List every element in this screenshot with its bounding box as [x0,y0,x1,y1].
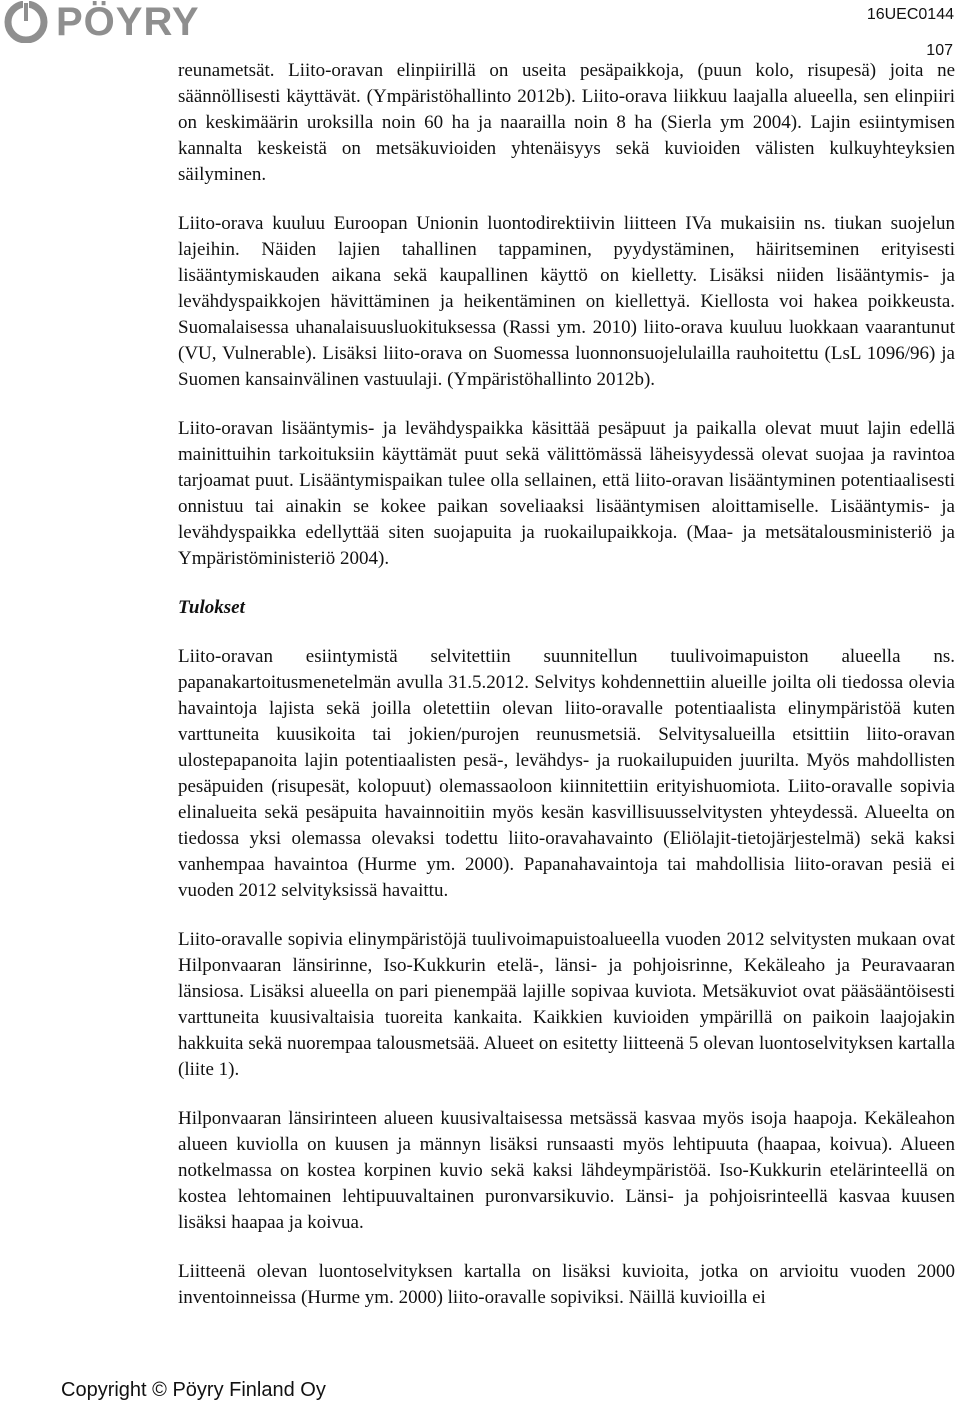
paragraph-breeding-sites-text: Liito-oravan lisääntymis- ja levähdyspaikka käsittää pesäpuut ja paikalla olevat muut lajin edellä mainittuihin tarkoituksiin käyttämät puut sekä välittömässä läheisyydessä olevat suojaa ja ravintoa tarjoamat puut. Lisääntymispaikan tulee olla sellainen, että liito-oravan lisääntyminen potentiaalisesti onnistuu tai ainakin se kokee paikan soveliaaksi lisääntymisen aloittamiselle. Lisääntymis- ja levähdyspaikka edellyttää siten suojapuita ja ruokailupaikkoja. (Maa- ja metsätalousministeriö ja Ympäristöministeriö 2004). [178,418,955,569]
logo-wordmark: PÖYRY [56,0,200,44]
paragraph-forest-description-text: Hilponvaaran länsirinteen alueen kuusivaltaisessa metsässä kasvaa myös isoja haapoja. Kekäleahon alueen kuviolla on kuusen ja männyn lisäksi runsaasti myös lehtipuuta (haapaa, koivua). Alueen notkelmassa on kostea korpinen kuvio sekä kaksi lähdeympäristöä. Iso-Kukkurin etelärinteellä on kostea lehtomainen lehtipuuvaltainen puronvarsikuvio. Länsi- ja pohjoisrinteellä kasvaa kuusen lisäksi haapaa ja koivua. [178,1108,955,1233]
paragraph-habitat-range-text: reunametsät. Liito-oravan elinpiirillä on useita pesäpaikkoja, (puun kolo, risupesä) joita ne säännöllisesti käyttävät. (Ympäristöhallinto 2012b). Liito-orava liikkuu laajalla alueella, sen elinpiiri on keskimäärin uroksilla noin 60 ha ja naarailla noin 8 ha (Sierla ym 2004). Lajin esiintymisen kannalta keskeistä on metsäkuvioiden yhtenäisyys sekä kuvioiden välisten kulkuyhteyksien säilyminen. [178,60,955,185]
paragraph-suitable-habitats [178,927,955,1083]
company-logo [2,1,242,43]
paragraph-additional-patches [178,1259,955,1311]
paragraph-suitable-habitats-text: Liito-oravalle sopivia elinympäristöjä tuulivoimapuistoalueella vuoden 2012 selvitysten mukaan ovat Hilponvaaran länsirinne, Iso-Kukkurin etelä-, länsi- ja pohjoisrinne, Kekäleaho ja Peuravaaran länsiosa. Lisäksi alueella on pari pienempää lajille sopivaa kuviota. Metsäkuviot ovat pääsääntöisesti varttuneita kuusivaltaisia tuoreita kankaita. Kaikkien kuvioiden ympärillä on paikoin laajojakin hakkuita sekä nuorempaa talousmetsää. Alueet on esitetty liitteenä 5 olevan luontoselvityksen kartalla (liite 1). [178,929,955,1080]
paragraph-habitat-range [178,58,955,188]
section-heading-results: Tulokset [178,597,245,618]
poyry-logo-icon [2,1,50,43]
paragraph-breeding-sites [178,416,955,572]
paragraph-protection-status [178,211,955,393]
page-number: 107 [926,42,953,59]
document-code: 16UEC0144 [866,6,954,23]
page-body [178,58,955,1311]
paragraph-additional-patches-text: Liitteenä olevan luontoselvityksen kartalla on lisäksi kuvioita, jotka on arvioitu vuoden 2000 inventoinneissa (Hurme ym. 2000) liito-oravalle sopiviksi. Näillä kuvioilla ei [178,1261,955,1308]
paragraph-forest-description [178,1106,955,1236]
copyright-footer: Copyright © Pöyry Finland Oy [61,1379,326,1401]
paragraph-protection-status-text: Liito-orava kuuluu Euroopan Unionin luontodirektiivin liitteen IVa mukaisiin ns. tiukan suojelun lajeihin. Näiden lajien tahallinen tappaminen, pyydystäminen, häiritseminen erityisesti lisääntymiskauden aikana sekä kaupallinen käyttö on kielletty. Lisäksi niiden lisääntymis- ja levähdyspaikkojen hävittäminen ja heikentäminen on kiellettyä. Kiellosta voi hakea poikkeusta. Suomalaisessa uhanalaisuusluokituksessa (Rassi ym. 2010) liito-orava kuuluu luokkaan vaarantunut (VU, Vulnerable). Lisäksi liito-orava on Suomessa luonnonsuojelulailla rauhoitettu (LsL 1096/96) ja Suomen kansainvälinen vastuulaji. (Ympäristöhallinto 2012b). [178,213,955,390]
paragraph-survey-method [178,644,955,904]
paragraph-survey-method-text: Liito-oravan esiintymistä selvitettiin suunnitellun tuulivoimapuiston alueella ns. papanakartoitusmenetelmän avulla 31.5.2012. Selvitys kohdennettiin alueille joilta oli tiedossa olevia havaintoja lajista sekä joilla oletettiin olevan liito-oravalle potentiaalista elinympäristöä kuten varttuneita kuusikoita tai jokien/purojen reunusmetsiä. Selvitysalueilla etsittiin liito-oravan ulostepapanoita lajin potentiaalisten pesä-, levähdys- ja ruokailupuiden juurilta. Myös mahdollisten pesäpuiden (risupesät, kolopuut) olemassaoloon kiinnitettiin erityishuomiota. Liito-oravalle sopivia elinalueita sekä pesäpuita havainnoitiin myös kesän kasvillisuusselvitysten yhteydessä. Alueelta on tiedossa yksi olemassa olevaksi todettu liito-oravahavainto (Eliölajit-tietojärjestelmä) sekä kaksi vanhempaa havaintoa (Hurme ym. 2000). Papanahavaintoja tai mahdollisia liito-oravan pesiä ei vuoden 2012 selvityksissä havaittu. [178,646,955,901]
